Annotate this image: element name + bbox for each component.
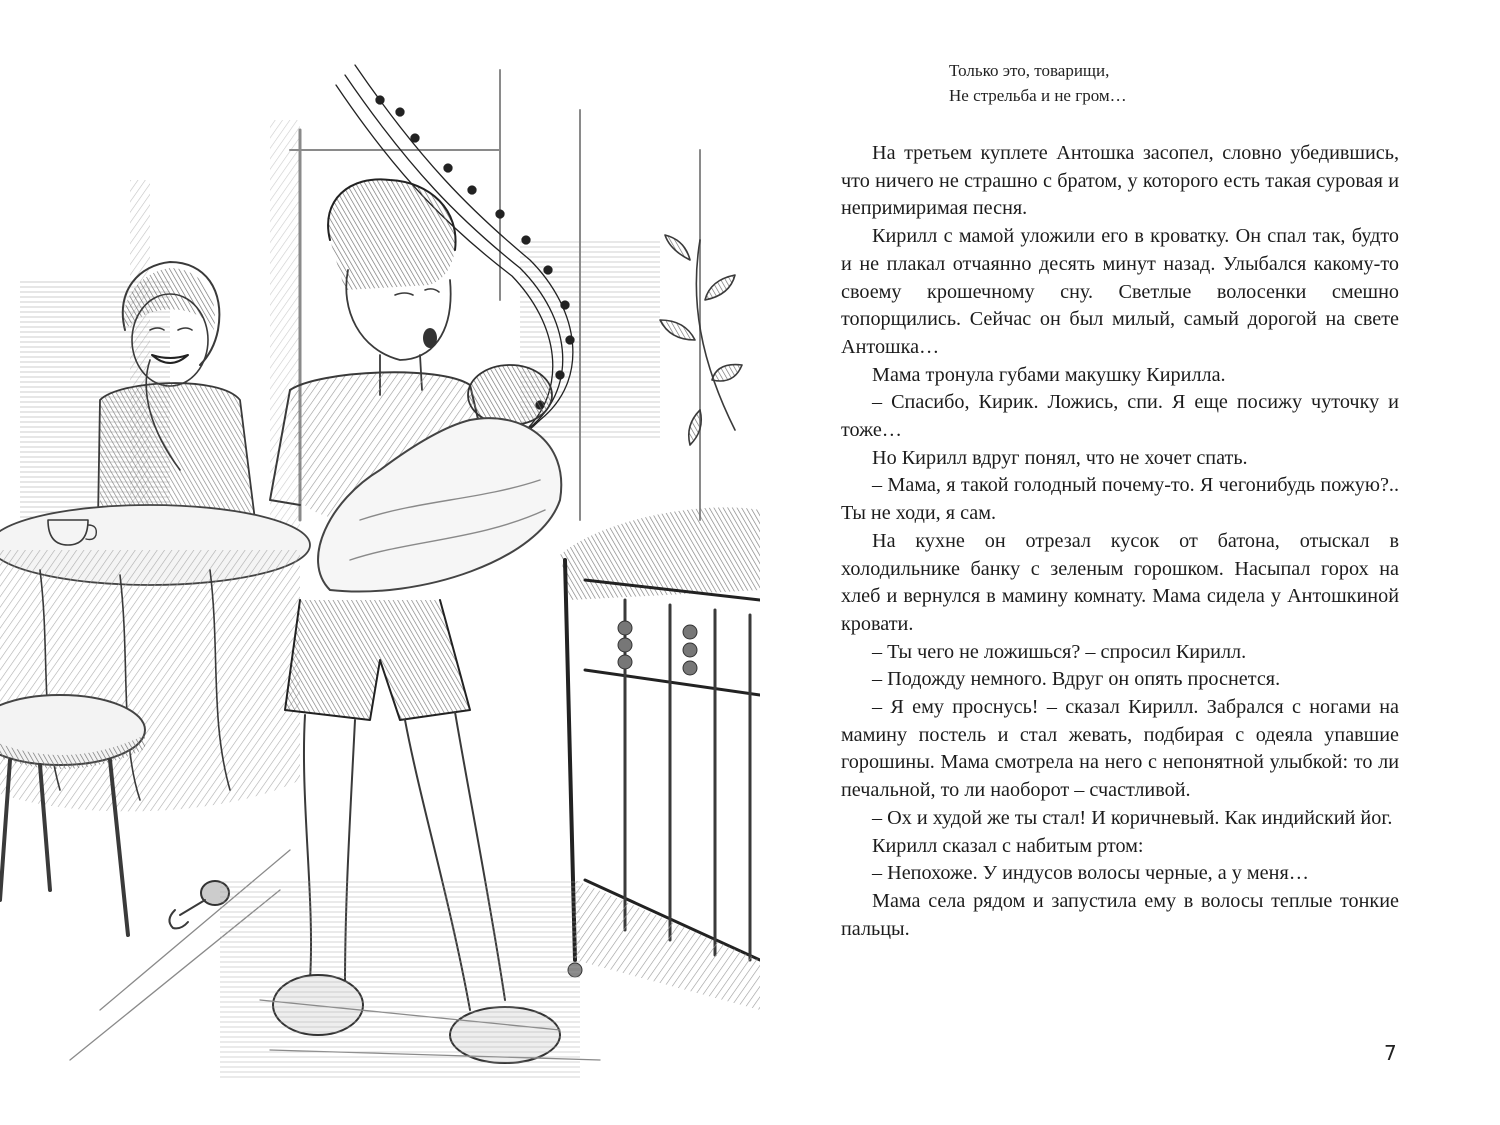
paragraph: – Подожду немного. Вдруг он опять проснется.: [872, 668, 1281, 691]
text-page: [841, 0, 1399, 1125]
paragraph: На кухне он отрезал кусок от батона, отыскал в холодильнике банку с зеленым горошком. Насыпал горох на хлеб и вернулся в мамину комнату. Мама сидела у Антошкиной кровати.: [841, 529, 1399, 635]
epigraph-line: Не стрельба и не гром…: [949, 86, 1127, 105]
floor: [70, 850, 600, 1080]
paragraph: На третьем куплете Антошка засопел, словно убедившись, что ничего не страшно с братом, у которого есть такая суровая и непримиримая песня.: [841, 142, 1399, 220]
paragraph: Но Кирилл вдруг понял, что не хочет спать.: [872, 446, 1248, 469]
page-number: 7: [1384, 1041, 1397, 1065]
paragraph: – Ох и худой же ты стал! И коричневый. Как индийский йог.: [872, 806, 1393, 829]
paragraph: Кирилл сказал с набитым ртом:: [872, 834, 1144, 857]
paragraph: – Спасибо, Кирик. Ложись, спи. Я еще посижу чуточку и тоже…: [841, 391, 1399, 442]
paragraph: Мама села рядом и запустила ему в волосы теплые тонкие пальцы.: [841, 889, 1399, 940]
body-text: [841, 140, 1399, 943]
paragraph: Мама тронула губами макушку Кирилла.: [872, 363, 1226, 386]
stool: [0, 695, 145, 935]
paragraph: – Мама, я такой голодный почему-то. Я чегонибудь пожую?.. Ты не ходи, я сам.: [841, 474, 1399, 525]
crib: [560, 507, 760, 1010]
paragraph: – Ты чего не ложишься? – спросил Кирилл.: [872, 640, 1247, 663]
paragraph: – Непохоже. У индусов волосы черные, а у меня…: [872, 862, 1309, 885]
epigraph-line: Только это, товарищи,: [949, 61, 1110, 80]
poem-epigraph: [949, 58, 1127, 108]
paragraph: – Я ему проснусь! – сказал Кирилл. Забрался с ногами на мамину постель и стал жевать, подбирая с одеяла упавшие горошины. Мама смотрела на него с непонятной улыбкой: то ли печальной, то ли наоборот – счастливой.: [841, 696, 1399, 802]
paragraph: Кирилл с мамой уложили его в кроватку. Он спал так, будто и не плакал отчаянно десять минут назад. Улыбался какому-то своему крошечному сну. Светлые волосенки смешно топорщились. Сейчас он был милый, самый дорогой на свете Антошка…: [841, 225, 1399, 358]
